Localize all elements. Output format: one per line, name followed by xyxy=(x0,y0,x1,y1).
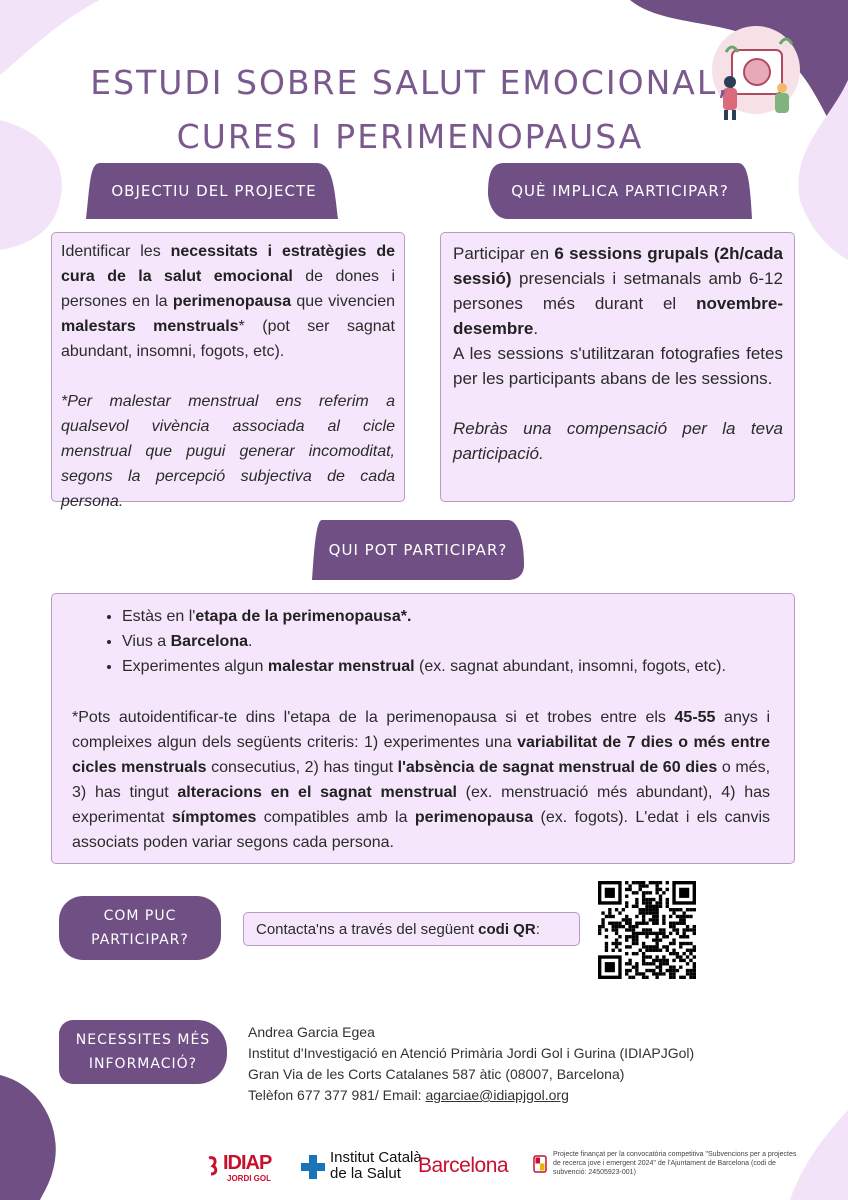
title-line-2: CURES I PERIMENOPAUSA xyxy=(176,117,644,156)
blob-bottom-left xyxy=(0,1075,80,1200)
page-title xyxy=(0,56,820,164)
barcelona-logo: Barcelona xyxy=(418,1148,550,1184)
funding-note: Projecte finançat per la convocatòria competitiva "Subvencions per a projectes de recerca jove i emergent 2024" de l'Ajuntament de Barcelona (codi de subvenció: 24505923-001) xyxy=(553,1151,797,1176)
email-link[interactable]: agarciae@idiapjgol.org xyxy=(425,1087,569,1103)
contact-institute: Institut d'Investigació en Atenció Primària Jordi Gol i Gurina (IDIAPJGol) xyxy=(248,1045,695,1061)
idiap-logo: IDIAP JORDI GOL xyxy=(205,1148,295,1184)
perimenopause-note: *Pots autoidentificar-te dins l'etapa de la perimenopausa si et trobes entre els 45-55 anys i compleixes algun dels següents criteris: 1) experimentes una variabilitat de 7 dies o més entre cicles menstruals consecutius, 2) has tingut l'absència de sagnat menstrual de 60 dies o més, 3) has tingut alteracions en el sagnat menstrual (ex. menstruació més abundant), 4) has experimentat símptomes compatibles amb la perimenopausa (ex. fogots). L'edat i els canvis associats poden variar segons cada persona. xyxy=(72,709,771,851)
criteria-list xyxy=(72,604,770,679)
who-heading: QUI POT PARTICIPAR? xyxy=(328,541,508,559)
implies-paragraph-2: A les sessions s'utilitzaran fotografies fetes per les participants abans de les sessions. xyxy=(453,344,783,388)
list-item: • Estàs en l'etapa de la perimenopausa*. xyxy=(122,604,770,629)
implies-paragraph-1: Participar en 6 sessions grupals (2h/cada sessió) presencials i setmanals amb 6-12 persones més durant el novembre-desembre. xyxy=(453,244,783,338)
objective-paragraph: Identificar les necessitats i estratègies de cura de la salut emocional de dones i persones en la perimenopausa que vivencien malestars menstruals* (pot ser sagnat abundant, insomni, fogots, etc). xyxy=(61,243,396,360)
ics-cross-icon xyxy=(300,1154,326,1180)
contact-info xyxy=(248,1022,694,1106)
idiap-logo-icon xyxy=(205,1154,225,1178)
how-heading: COM PUC PARTICIPAR? xyxy=(59,896,221,960)
contact-qr-box: Contacta'ns a través del següent codi QR : xyxy=(243,912,580,946)
objective-box xyxy=(51,232,405,510)
ics-logo: Institut Català de la Salut xyxy=(300,1148,415,1184)
list-item: • Experimentes algun malestar menstrual (ex. sagnat abundant, insomni, fogots, etc). xyxy=(122,654,770,679)
list-item: • Vius a Barcelona. xyxy=(122,629,770,654)
contact-phone-email: Telèfon 677 377 981/ Email: agarciae@idiapjgol.org xyxy=(248,1087,569,1103)
implies-compensation: Rebràs una compensació per la teva participació. xyxy=(453,419,783,463)
qr-code-icon[interactable] xyxy=(598,881,696,979)
contact-address: Gran Via de les Corts Catalanes 587 àtic (08007, Barcelona) xyxy=(248,1066,625,1082)
barcelona-seal-icon xyxy=(532,1152,548,1176)
objective-footnote: *Per malestar menstrual ens referim a qualsevol vivència associada al cicle menstrual que pugui generar incomoditat, segons la percepció subjectiva de cada persona. xyxy=(61,393,395,510)
who-box xyxy=(51,593,795,864)
implies-heading: QUÈ IMPLICA PARTICIPAR? xyxy=(511,182,729,200)
title-line-1: ESTUDI SOBRE SALUT EMOCIONAL, xyxy=(90,63,730,102)
contact-name: Andrea Garcia Egea xyxy=(248,1024,375,1040)
implies-box xyxy=(440,232,795,502)
info-heading: NECESSITES MÉS INFORMACIÓ? xyxy=(59,1020,227,1084)
objective-heading: OBJECTIU DEL PROJECTE xyxy=(111,182,317,200)
